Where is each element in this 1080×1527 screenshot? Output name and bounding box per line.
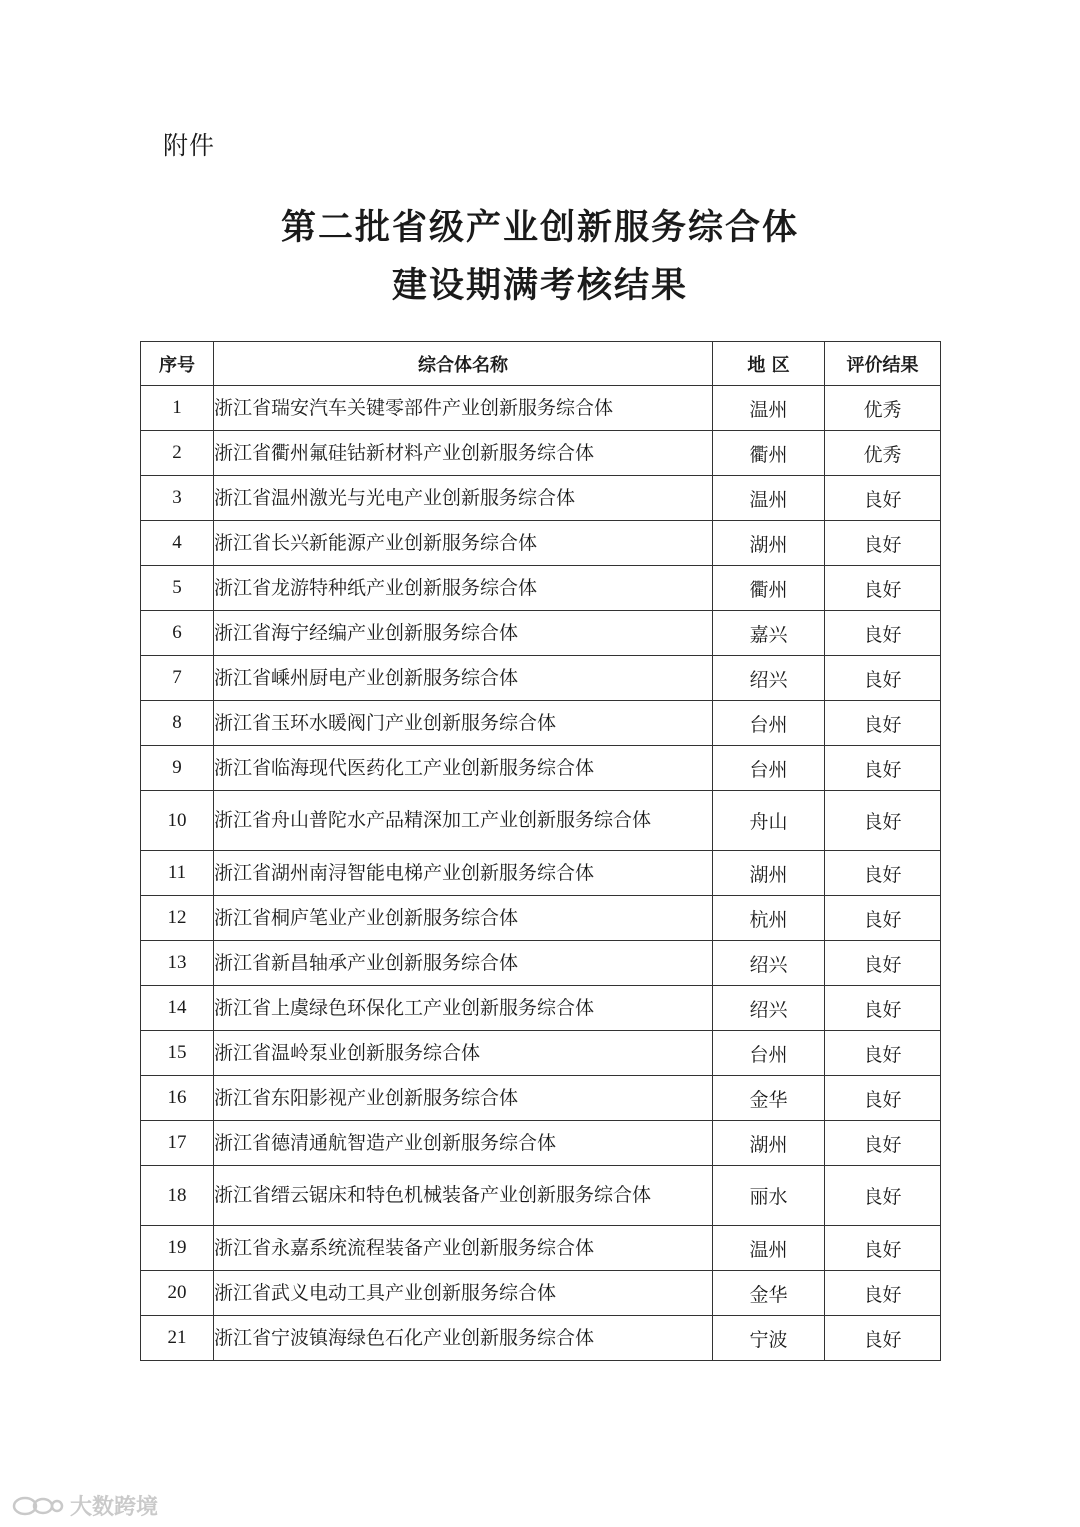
row-region: 衢州: [713, 431, 825, 476]
watermark-text: 大数跨境: [70, 1495, 159, 1520]
table-row: [141, 896, 941, 941]
row-result: 良好: [825, 746, 941, 791]
row-result: 良好: [825, 476, 941, 521]
row-name: 浙江省永嘉系统流程装备产业创新服务综合体: [214, 1226, 713, 1271]
row-name: 浙江省衢州氟硅钴新材料产业创新服务综合体: [214, 431, 713, 476]
row-name: 浙江省海宁经编产业创新服务综合体: [214, 611, 713, 656]
row-result: 良好: [825, 851, 941, 896]
row-result: 优秀: [825, 386, 941, 431]
row-result: 良好: [825, 1226, 941, 1271]
row-index: 9: [141, 746, 214, 791]
table-row: [141, 701, 941, 746]
row-region: 宁波: [713, 1316, 825, 1361]
row-result: 良好: [825, 896, 941, 941]
table-header-row: [141, 342, 941, 386]
table-row: [141, 791, 941, 851]
row-result: 良好: [825, 656, 941, 701]
row-region: 杭州: [713, 896, 825, 941]
row-index: 15: [141, 1031, 214, 1076]
row-region: 舟山: [713, 791, 825, 851]
row-name: 浙江省上虞绿色环保化工产业创新服务综合体: [214, 986, 713, 1031]
document-title-line-1: 第二批省级产业创新服务综合体: [280, 208, 799, 248]
table-row: [141, 431, 941, 476]
row-index: 12: [141, 896, 214, 941]
row-index: 7: [141, 656, 214, 701]
table-row: [141, 1076, 941, 1121]
row-result: 良好: [825, 1031, 941, 1076]
header-region: 地 区: [713, 342, 825, 386]
row-name: 浙江省龙游特种纸产业创新服务综合体: [214, 566, 713, 611]
row-region: 金华: [713, 1076, 825, 1121]
row-index: 2: [141, 431, 214, 476]
header-index: 序号: [141, 342, 214, 386]
row-index: 20: [141, 1271, 214, 1316]
row-name: 浙江省武义电动工具产业创新服务综合体: [214, 1271, 713, 1316]
attachment-label: 附件: [163, 131, 216, 160]
table-row: [141, 1166, 941, 1226]
row-index: 17: [141, 1121, 214, 1166]
row-region: 湖州: [713, 1121, 825, 1166]
row-name: 浙江省温岭泵业创新服务综合体: [214, 1031, 713, 1076]
row-name: 浙江省嵊州厨电产业创新服务综合体: [214, 656, 713, 701]
table-row: [141, 851, 941, 896]
row-result: 良好: [825, 941, 941, 986]
row-region: 湖州: [713, 521, 825, 566]
row-index: 4: [141, 521, 214, 566]
row-result: 良好: [825, 701, 941, 746]
table-row: [141, 1271, 941, 1316]
row-index: 5: [141, 566, 214, 611]
results-table: [140, 341, 941, 1361]
table-row: [141, 746, 941, 791]
header-result: 评价结果: [825, 342, 941, 386]
row-result: 优秀: [825, 431, 941, 476]
table-row: [141, 476, 941, 521]
watermark: [12, 1490, 158, 1521]
row-region: 嘉兴: [713, 611, 825, 656]
row-index: 8: [141, 701, 214, 746]
row-region: 湖州: [713, 851, 825, 896]
row-name: 浙江省湖州南浔智能电梯产业创新服务综合体: [214, 851, 713, 896]
row-result: 良好: [825, 1166, 941, 1226]
table-row: [141, 1226, 941, 1271]
row-region: 衢州: [713, 566, 825, 611]
row-name: 浙江省宁波镇海绿色石化产业创新服务综合体: [214, 1316, 713, 1361]
row-result: 良好: [825, 1271, 941, 1316]
row-result: 良好: [825, 1316, 941, 1361]
row-region: 绍兴: [713, 986, 825, 1031]
row-region: 丽水: [713, 1166, 825, 1226]
row-region: 台州: [713, 701, 825, 746]
chat-bubble-logo-icon: [12, 1495, 64, 1517]
table-row: [141, 986, 941, 1031]
row-name: 浙江省温州激光与光电产业创新服务综合体: [214, 476, 713, 521]
table-row: [141, 1031, 941, 1076]
row-name: 浙江省瑞安汽车关键零部件产业创新服务综合体: [214, 386, 713, 431]
row-name: 浙江省德清通航智造产业创新服务综合体: [214, 1121, 713, 1166]
row-result: 良好: [825, 1121, 941, 1166]
row-name: 浙江省长兴新能源产业创新服务综合体: [214, 521, 713, 566]
row-result: 良好: [825, 791, 941, 851]
row-index: 1: [141, 386, 214, 431]
table-row: [141, 611, 941, 656]
row-name: 浙江省玉环水暖阀门产业创新服务综合体: [214, 701, 713, 746]
table-row: [141, 566, 941, 611]
row-region: 温州: [713, 476, 825, 521]
table-row: [141, 521, 941, 566]
row-region: 台州: [713, 746, 825, 791]
header-name: 综合体名称: [214, 342, 713, 386]
row-result: 良好: [825, 611, 941, 656]
row-index: 16: [141, 1076, 214, 1121]
row-name: 浙江省临海现代医药化工产业创新服务综合体: [214, 746, 713, 791]
row-index: 11: [141, 851, 214, 896]
row-result: 良好: [825, 1076, 941, 1121]
row-region: 温州: [713, 1226, 825, 1271]
row-name: 浙江省东阳影视产业创新服务综合体: [214, 1076, 713, 1121]
row-index: 3: [141, 476, 214, 521]
row-region: 温州: [713, 386, 825, 431]
row-region: 绍兴: [713, 656, 825, 701]
row-name: 浙江省缙云锯床和特色机械装备产业创新服务综合体: [214, 1166, 713, 1226]
row-result: 良好: [825, 566, 941, 611]
row-name: 浙江省桐庐笔业产业创新服务综合体: [214, 896, 713, 941]
row-region: 绍兴: [713, 941, 825, 986]
table-row: [141, 656, 941, 701]
row-index: 14: [141, 986, 214, 1031]
row-result: 良好: [825, 521, 941, 566]
row-index: 19: [141, 1226, 214, 1271]
row-region: 台州: [713, 1031, 825, 1076]
document-title-line-2: 建设期满考核结果: [391, 266, 688, 306]
row-name: 浙江省新昌轴承产业创新服务综合体: [214, 941, 713, 986]
row-index: 6: [141, 611, 214, 656]
table-row: [141, 1316, 941, 1361]
row-result: 良好: [825, 986, 941, 1031]
row-index: 13: [141, 941, 214, 986]
table-row: [141, 941, 941, 986]
row-index: 10: [141, 791, 214, 851]
row-index: 18: [141, 1166, 214, 1226]
row-index: 21: [141, 1316, 214, 1361]
row-region: 金华: [713, 1271, 825, 1316]
row-name: 浙江省舟山普陀水产品精深加工产业创新服务综合体: [214, 791, 713, 851]
table-row: [141, 386, 941, 431]
table-row: [141, 1121, 941, 1166]
